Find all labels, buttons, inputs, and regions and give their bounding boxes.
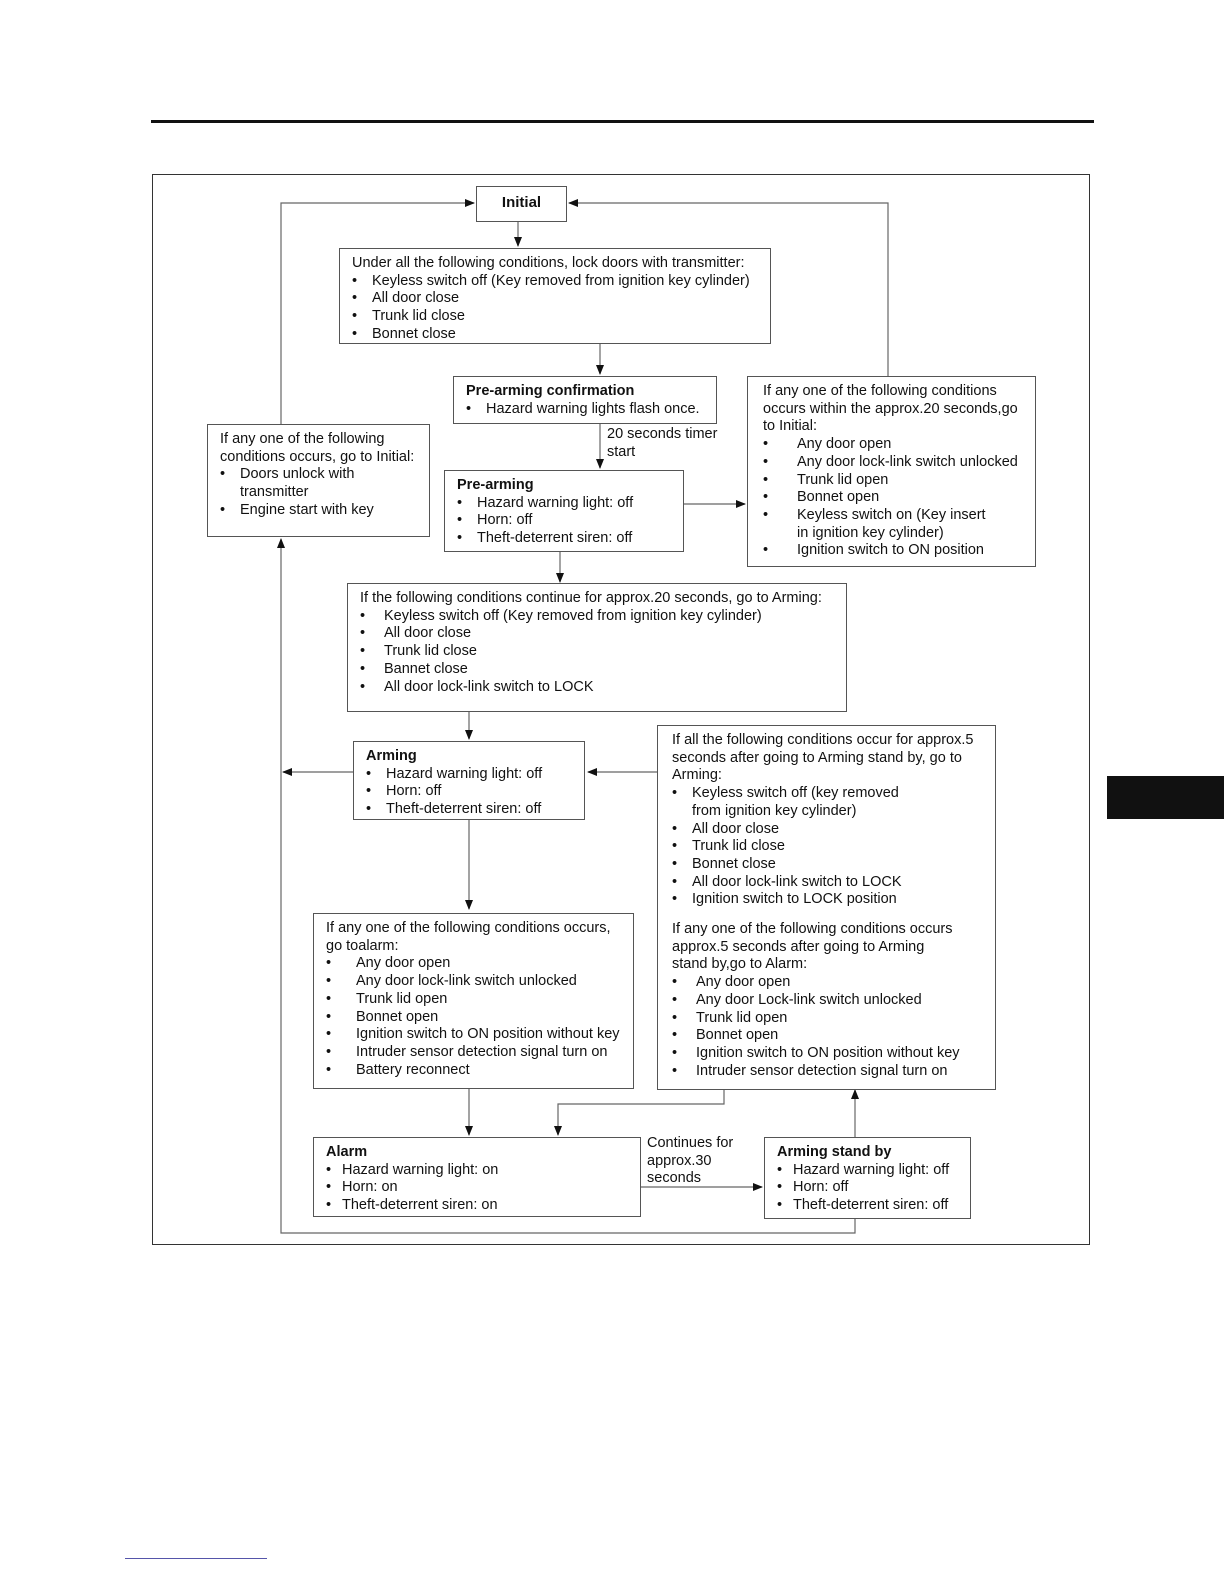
list-item: • Bonnet open — [763, 489, 1027, 507]
left-go-initial-box — [207, 424, 430, 537]
list-item: • Hazard warning light: off — [457, 495, 675, 513]
arming-box — [353, 741, 585, 820]
list-item: • All door close — [672, 821, 987, 839]
go-arming-conditions-box — [347, 583, 847, 712]
list-item: • Any door Lock-link switch unlocked — [672, 992, 987, 1010]
list-item: • Bonnet open — [326, 1009, 625, 1027]
arrow-standby-cond-to-alarm — [558, 1088, 724, 1135]
list-item: • Trunk lid close — [352, 308, 762, 326]
arming-title: Arming — [366, 748, 417, 764]
list-item: • Any door lock-link switch unlocked — [326, 973, 625, 991]
list-item: • Theft-deterrent siren: off — [457, 530, 675, 548]
list-item: • Hazard warning light: off — [366, 766, 576, 784]
timer-label — [607, 426, 717, 461]
list-item: • Any door open — [672, 974, 987, 992]
list-item: • Horn: off — [366, 783, 576, 801]
list-item: • Engine start with key — [220, 502, 421, 520]
list-item: • Ignition switch to ON position without key — [326, 1026, 625, 1044]
standby-to-alarm-title: approx.5 seconds after going to Arming — [672, 938, 925, 955]
go-alarm-conditions-title: go toalarm: — [326, 937, 399, 954]
list-item: • Keyless switch off (Key removed from ignition key cylinder) — [360, 608, 838, 626]
right-go-initial-title: occurs within the approx.20 seconds,go — [763, 400, 1018, 417]
right-go-initial-box — [747, 376, 1036, 567]
list-item: • Horn: off — [777, 1179, 962, 1197]
standby-to-alarm-title: If any one of the following conditions occurs — [672, 921, 953, 938]
go-arming-conditions-title: If the following conditions continue for approx.20 seconds, go to Arming: — [360, 590, 822, 606]
list-item: • All door lock-link switch to LOCK — [672, 874, 987, 892]
lock-doors-title: Under all the following conditions, lock doors with transmitter: — [352, 255, 745, 271]
pre-arming-box — [444, 470, 684, 552]
arming-standby-box — [764, 1137, 971, 1219]
arming-standby-title: Arming stand by — [777, 1144, 892, 1160]
standby-to-arming-title: If all the following conditions occur for approx.5 — [672, 732, 974, 748]
timer-label-line: 20 seconds timer — [607, 426, 718, 442]
list-item: • Ignition switch to ON position — [763, 542, 1027, 560]
standby-to-arming-title: seconds after going to Arming stand by, go to — [672, 749, 962, 766]
pre-arming-title: Pre-arming — [457, 477, 534, 493]
list-item: • Ignition switch to ON position without key — [672, 1045, 987, 1063]
list-item: • Trunk lid close — [672, 838, 987, 856]
list-item: • Bannet close — [360, 661, 838, 679]
list-item: • Intruder sensor detection signal turn on — [326, 1044, 625, 1062]
list-item: • Bonnet open — [672, 1027, 987, 1045]
standby-conditions-box — [657, 725, 996, 1090]
alarm-title: Alarm — [326, 1144, 368, 1160]
list-item: • Trunk lid close — [360, 643, 838, 661]
list-item: • Horn: on — [326, 1179, 632, 1197]
continues-label — [647, 1135, 733, 1188]
list-item: • Any door open — [326, 955, 625, 973]
right-go-initial-title: If any one of the following conditions — [763, 383, 997, 399]
list-item: • Bonnet close — [672, 856, 987, 874]
initial-state-box — [476, 186, 567, 222]
continues-label-line: approx.30 — [647, 1152, 712, 1169]
list-item: • Bonnet close — [352, 326, 762, 344]
list-item: • Trunk lid open — [672, 1010, 987, 1028]
list-item: • Horn: off — [457, 512, 675, 530]
continues-label-line: seconds — [647, 1170, 702, 1187]
go-alarm-conditions-box — [313, 913, 634, 1089]
list-item: • Intruder sensor detection signal turn on — [672, 1063, 987, 1081]
timer-label-line: start — [607, 443, 636, 460]
list-item: • Theft-deterrent siren: on — [326, 1197, 632, 1215]
initial-label: Initial — [501, 194, 542, 211]
list-item: • Keyless switch on (Key insert in ignition key cylinder) — [763, 507, 997, 542]
pre-arming-confirmation-box — [453, 376, 717, 424]
list-item: • All door lock-link switch to LOCK — [360, 679, 838, 697]
continues-label-line: Continues for — [647, 1135, 734, 1151]
list-item: • Trunk lid open — [763, 472, 1027, 490]
list-item: • Keyless switch off (key removed from ignition key cylinder) — [672, 785, 922, 820]
right-go-initial-title: to Initial: — [763, 418, 817, 435]
list-item: • Doors unlock with transmitter — [220, 466, 370, 501]
list-item: • Theft-deterrent siren: off — [777, 1197, 962, 1215]
list-item: • All door close — [360, 625, 838, 643]
list-item: • Battery reconnect — [326, 1062, 625, 1080]
go-alarm-conditions-title: If any one of the following conditions occurs, — [326, 920, 611, 936]
left-go-initial-title: conditions occurs, go to Initial: — [220, 448, 415, 465]
list-item: • Ignition switch to LOCK position — [672, 891, 987, 909]
list-item: • All door close — [352, 290, 762, 308]
standby-to-arming-title: Arming: — [672, 767, 722, 784]
left-go-initial-title: If any one of the following — [220, 431, 385, 447]
list-item: • Any door open — [763, 436, 1027, 454]
list-item: • Keyless switch off (Key removed from ignition key cylinder) — [352, 273, 762, 291]
list-item: • Any door lock-link switch unlocked — [763, 454, 1027, 472]
lock-doors-box — [339, 248, 771, 344]
list-item: • Hazard warning light: off — [777, 1162, 962, 1180]
alarm-box — [313, 1137, 641, 1217]
list-item: • Trunk lid open — [326, 991, 625, 1009]
list-item: • Hazard warning light: on — [326, 1162, 632, 1180]
pre-arming-confirmation-title: Pre-arming confirmation — [466, 383, 635, 399]
standby-to-alarm-title: stand by,go to Alarm: — [672, 956, 808, 973]
list-item: • Hazard warning lights flash once. — [466, 401, 708, 419]
list-item: • Theft-deterrent siren: off — [366, 801, 576, 819]
